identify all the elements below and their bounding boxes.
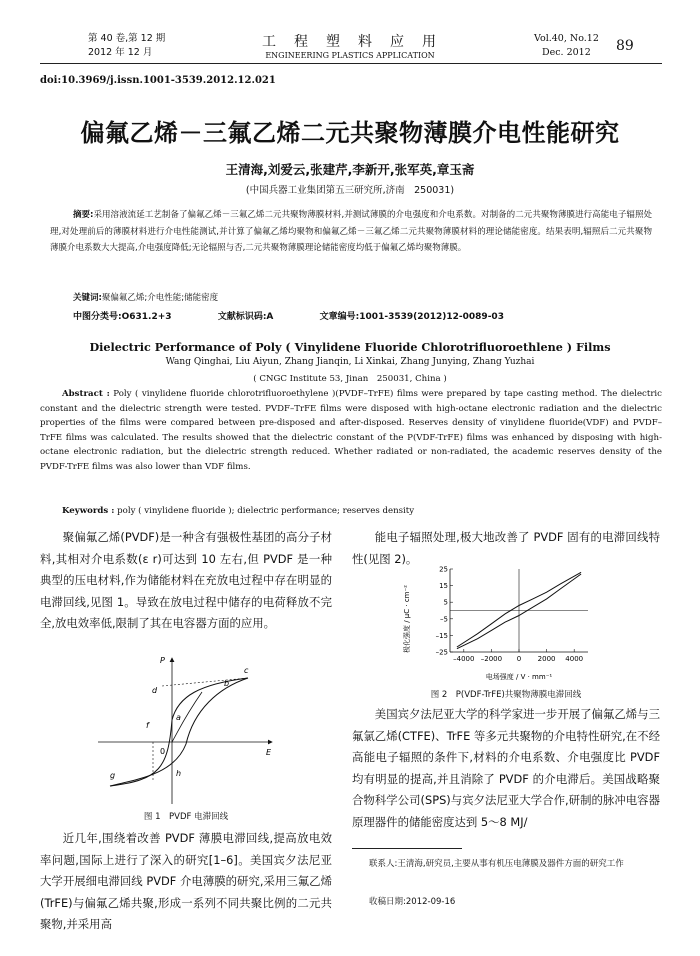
body-left-paragraph-1: 聚偏氟乙烯(PVDF)是一种含有强极性基团的高分子材料,其相对介电系数(ε r)可达到 10 左右,但 PVDF 是一种典型的压电材料,作为储能材料在充放电过程中存在明显的电滞回线,见图 1。导致在放电过程中储存的电荷释放不完全,放电效率低,限制了其在电容器方面的应用。 [40,530,332,631]
clc-label: 中图分类号: [73,312,122,322]
fig1-dashed-remanence [162,678,248,686]
abstract-cn-label: 摘要: [73,210,94,220]
fig1-label-origin: 0 [160,747,166,756]
volume-cn: 第 40 卷,第 12 期 [88,33,166,44]
fig1-label-h: h [176,769,182,778]
footnote-contact-label: 联系人: [369,859,398,869]
doi: doi:10.3969/j.issn.1001-3539.2012.12.021 [40,75,276,86]
fig1-label-p: P [160,656,165,665]
body-right-paragraph-1: 能电子辐照处理,极大地改善了 PVDF 固有的电滞回线特性(见图 2)。 [352,530,660,566]
fig2-ytick-label: –25 [435,648,448,657]
keywords-en [62,504,414,519]
figure-1-caption: 图 1 PVDF 电滞回线 [143,812,229,822]
footnote-contact [352,856,657,873]
affiliation-cn: (中国兵器工业集团第五三研究所,济南 250031) [245,185,455,196]
volume-en: Vol.40, No.12 [534,33,599,44]
fig2-ytick-label: 5 [443,598,448,607]
keywords-cn [73,290,218,307]
fig2-xtick-label: –2000 [480,655,503,663]
date-en: Dec. 2012 [542,47,591,58]
keywords-en-label: Keywords : [62,506,115,516]
fig2-ytick-label: 15 [439,582,448,591]
fig1-label-f: f [146,721,149,730]
fig2-xtick-label: 0 [516,655,522,663]
abstract-en-label: Abstract : [62,389,110,399]
fig1-label-d: d [152,686,158,695]
fig2-xtick-label: 2000 [537,655,556,663]
title-en: Dielectric Performance of Poly ( Vinylidene Fluoride Chlorotrifluoroethlene ) Films [89,340,611,354]
fig1-label-c: c [244,666,249,675]
journal-title-en: ENGINEERING PLASTICS APPLICATION [265,51,435,60]
affiliation-en: ( CNGC Institute 53, Jinan 250031, China ) [253,374,447,384]
page-number: 89 [616,38,634,54]
fig2-xtick-label: –4000 [453,655,475,663]
figure-1-hysteresis-loop [90,648,290,806]
article-label: 文章编号: [319,312,360,322]
abstract-en-text: Poly ( vinylidene fluoride chlorotrifluoroethylene )(PVDF–TrFE) films were prepared by tape casting method. The dielectric constant and the dielectric strength were tested. PVDF–TrFE films were disposed with high-octane electronic radiation and the dielectric properties of the films were compared between pre-disposed and after-disposed. Reserves density of vinylidene fluoride(VDF) and PVDF–TrFE films was calculated. The results showed that the dielectric constant of the P(VDF-TrFE) films was enhanced by disposing with high-octane electronic radiation, but the dielectric strength reduced. Whether radiated or non-radiated, the academic reserves density of the PVDF-TrFE films was also lower than VDF films. [40,389,662,472]
fig2-ytick-label: –5 [440,615,448,624]
keywords-en-text: poly ( vinylidene fluoride ); dielectric performance; reserves density [114,506,415,516]
fig2-xlabel: 电场强度 / V · mm⁻¹ [485,673,553,681]
body-right-paragraph-2: 美国宾夕法尼亚大学的科学家进一步开展了偏氟乙烯与三氟氯乙烯(CTFE)、TrFE 等多元共聚物的介电特性研究,在不经高能电子辐照的条件下,材料的介电系数、介电强度比 PVDF 均有明显的提高,并且消除了 PVDF 的介电滞后。美国战略聚合物科学公司(SPS)与宾夕法尼亚大学合作,研制的脉冲电容器原理器件的储能密度达到 5～8 MJ/ [352,707,660,829]
clc-value: O631.2+3 [121,312,172,322]
abstract-cn-text: 采用溶液流延工艺制备了偏氟乙烯－三氟乙烯二元共聚物薄膜材料,并测试薄膜的介电强度和介电系数。对制备的二元共聚物薄膜进行高能电子辐照处理,对处理前后的薄膜材料进行介电性能测试,并计算了偏氟乙烯均聚物和偏氟乙烯－三氟乙烯二元共聚物薄膜材料的理论储能密度。结果表明,辐照后二元共聚物薄膜介电系数大大提高,介电强度降低;无论辐照与否,二元共聚物薄膜理论储能密度均低于偏氟乙烯均聚物薄膜。 [50,210,652,253]
abstract-cn [50,207,652,257]
classification [73,309,504,322]
fig1-label-b: b [224,679,230,688]
title-cn: 偏氟乙烯－三氟乙烯二元共聚物薄膜介电性能研究 [80,119,620,147]
fig2-ytick-label: 25 [439,565,448,574]
doc-label: 文献标识码: [217,312,267,322]
fig2-ytick-label: –15 [435,631,448,640]
keywords-cn-text: 聚偏氟乙烯;介电性能;储能密度 [101,293,219,303]
keywords-cn-label: 关键词: [73,293,102,303]
footnote-received-label: 收稿日期: [369,897,406,907]
authors-cn: 王清海,刘爱云,张建芹,李新开,张军英,章玉斋 [225,162,475,177]
fig2-ylabel: 极化强度 / μC · cm⁻² [403,585,411,653]
journal-title-cn: 工 程 塑 料 应 用 [262,34,438,50]
footnote-rule [352,848,462,849]
footnote-received [369,895,455,907]
footnote-contact-text: 王清海,研究员,主要从事有机压电薄膜及器件方面的研究工作 [397,859,624,869]
figure-2-chart [400,565,600,683]
fig1-label-g: g [110,771,116,780]
doc-value: A [266,312,274,322]
authors-en: Wang Qinghai, Liu Aiyun, Zhang Jianqin, Li Xinkai, Zhang Junying, Zhang Yuzhai [165,357,535,367]
footnote-received-date: 2012-09-16 [405,897,456,907]
date-cn: 2012 年 12 月 [88,47,153,58]
abstract-en [40,387,662,475]
header-rule [40,63,662,64]
fig2-xtick-label: 4000 [565,655,584,663]
fig1-label-e: E [266,748,272,757]
fig1-label-a: a [176,713,181,722]
article-value: 1001-3539(2012)12-0089-03 [359,312,504,322]
body-left-paragraph-2: 近几年,围绕着改善 PVDF 薄膜电滞回线,提高放电效率问题,国际上进行了深入的研究[1–6]。美国宾夕法尼亚大学开展细电滞回线 PVDF 介电薄膜的研究,采用三氟乙烯(TrFE)与偏氟乙烯共聚,形成一系列不同共聚比例的二元共聚物,并采用高 [40,831,332,932]
figure-2-caption: 图 2 P(VDF-TrFE)共聚物薄膜电滞回线 [430,690,582,700]
